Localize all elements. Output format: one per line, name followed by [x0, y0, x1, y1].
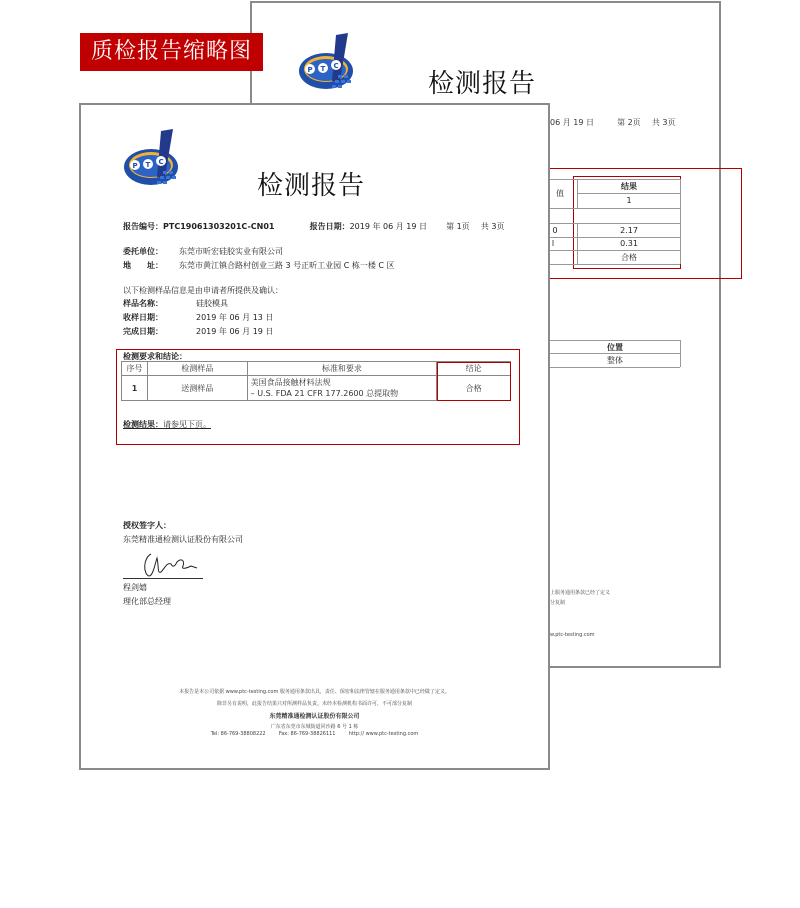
- footer-contact: [81, 731, 548, 737]
- position-header: 位置: [607, 343, 623, 352]
- ptc-logo-icon: [296, 31, 366, 95]
- report-page-1: [79, 103, 550, 770]
- completed-label: 完成日期：: [123, 327, 163, 336]
- client-row: [123, 246, 283, 257]
- result-highlight: [437, 362, 511, 401]
- client-label: 委托单位：: [123, 247, 163, 256]
- thumbnail-badge: 质检报告缩略图: [80, 33, 263, 71]
- report-date-label: 报告日期：: [309, 222, 350, 231]
- conclusion-title: 检测要求和结论：: [123, 352, 187, 361]
- standard-line: 美国食品接触材料法规: [250, 378, 331, 387]
- sample-note: 以下检测样品信息是由申请者所提供及确认：: [123, 286, 283, 295]
- svg-text:T: T: [145, 161, 151, 169]
- col-header: 结论: [437, 362, 511, 376]
- result-text: 请参见下页。: [163, 420, 211, 429]
- signatory-block: [123, 519, 243, 547]
- report-date: 2019 年 06 月 19 日: [349, 222, 428, 231]
- footer-disclaimer: 除非另有说明，此报告结果只对所测样品负责。未经本检测机构书面许可，不可部分复制: [216, 701, 412, 707]
- footer-terms-partial: 上服务通用条款已经了定义: [550, 590, 611, 596]
- sample-name-value: 硅胶模具: [196, 299, 228, 308]
- ptc-logo-icon: [121, 127, 191, 191]
- value-partial: 0: [552, 226, 558, 235]
- svg-text:C: C: [158, 158, 164, 166]
- value-header-partial: 值: [556, 189, 564, 198]
- page-total: 共 3页: [651, 118, 676, 127]
- signatory-name-block: [123, 581, 171, 609]
- test-result-line: [123, 419, 211, 430]
- signatory-name: 程剑嬉: [123, 583, 147, 592]
- result-value: 合格: [621, 253, 637, 262]
- page-number: 第 1页: [446, 222, 470, 231]
- report-header-line: [123, 221, 505, 232]
- sample-name-label: 样品名称：: [123, 299, 163, 308]
- footer-terms: 本报告是本公司依据 www.ptc-testing.com 服务通用条款出具，责任、保密和法律管辖在服务通用条款中已经做了定义。: [179, 689, 450, 695]
- address-value: 东莞市黄江镇合路村创业三路 3 号正昕工业园 C 栋一楼 C 区: [179, 261, 395, 270]
- row-no: 1: [122, 376, 148, 401]
- col-header: 序号: [122, 362, 148, 376]
- completed-row: [123, 326, 273, 337]
- result-label: 检测结果：: [123, 420, 163, 429]
- report-no-label: 报告编号：: [123, 222, 163, 231]
- address-row: [123, 260, 395, 271]
- svg-text:C: C: [333, 62, 339, 70]
- footer-web[interactable]: http:// www.ptc-testing.com: [348, 731, 419, 737]
- col-header: 标准和要求: [247, 362, 437, 376]
- footer-company: 东莞精准通检测认证股份有限公司: [269, 713, 360, 720]
- signatory-label: 授权签字人：: [123, 521, 171, 530]
- row-standard: [247, 376, 437, 401]
- result-value: 0.31: [620, 239, 638, 248]
- svg-text:T: T: [320, 65, 326, 73]
- result-subheader: 1: [626, 196, 632, 205]
- footer-tel: Tel: 86-769-38808222: [210, 731, 266, 737]
- value-partial: l: [551, 239, 555, 248]
- sample-name-row: [123, 298, 228, 309]
- result-header: 结果: [621, 182, 637, 191]
- page-number: 第 2页: [617, 118, 641, 127]
- row-sample: 送测样品: [147, 376, 247, 401]
- address-label: 地 址：: [123, 261, 163, 270]
- footer-address: 广东省东莞市东城街道同沙路 6 号 1 栋: [270, 724, 359, 730]
- page-total: 共 3页: [480, 222, 505, 231]
- page-meta: [550, 117, 675, 128]
- report-no: PTC19061303201C-CN01: [163, 222, 275, 231]
- client-value: 东莞市昕宏硅胶实业有限公司: [179, 247, 283, 256]
- completed-value: 2019 年 06 月 19 日: [196, 327, 274, 336]
- svg-text:P: P: [132, 162, 138, 170]
- page-title: 检测报告: [257, 171, 366, 201]
- standard-line: – U.S. FDA 21 CFR 177.2600 总提取物: [250, 389, 399, 398]
- signature-line: [123, 578, 203, 579]
- col-header: 检测样品: [147, 362, 247, 376]
- row-result: 合格: [437, 376, 511, 401]
- footer-web-partial: w.ptc-testing.com: [550, 632, 595, 638]
- footer-copy-partial: 分复制: [550, 600, 566, 606]
- received-row: [123, 312, 273, 323]
- signature-icon: [141, 550, 201, 578]
- position-value: 整体: [607, 356, 623, 365]
- result-value: 2.17: [620, 226, 638, 235]
- signatory-role: 理化部总经理: [123, 597, 171, 606]
- report-date: 06 月 19 日: [550, 118, 594, 127]
- received-value: 2019 年 06 月 13 日: [196, 313, 274, 322]
- page-title: 检测报告: [428, 69, 537, 99]
- received-label: 收样日期：: [123, 313, 163, 322]
- svg-text:P: P: [307, 66, 313, 74]
- signatory-company: 东莞精准通检测认证股份有限公司: [123, 535, 243, 544]
- footer-fax: Fax: 86-769-38826111: [278, 731, 336, 737]
